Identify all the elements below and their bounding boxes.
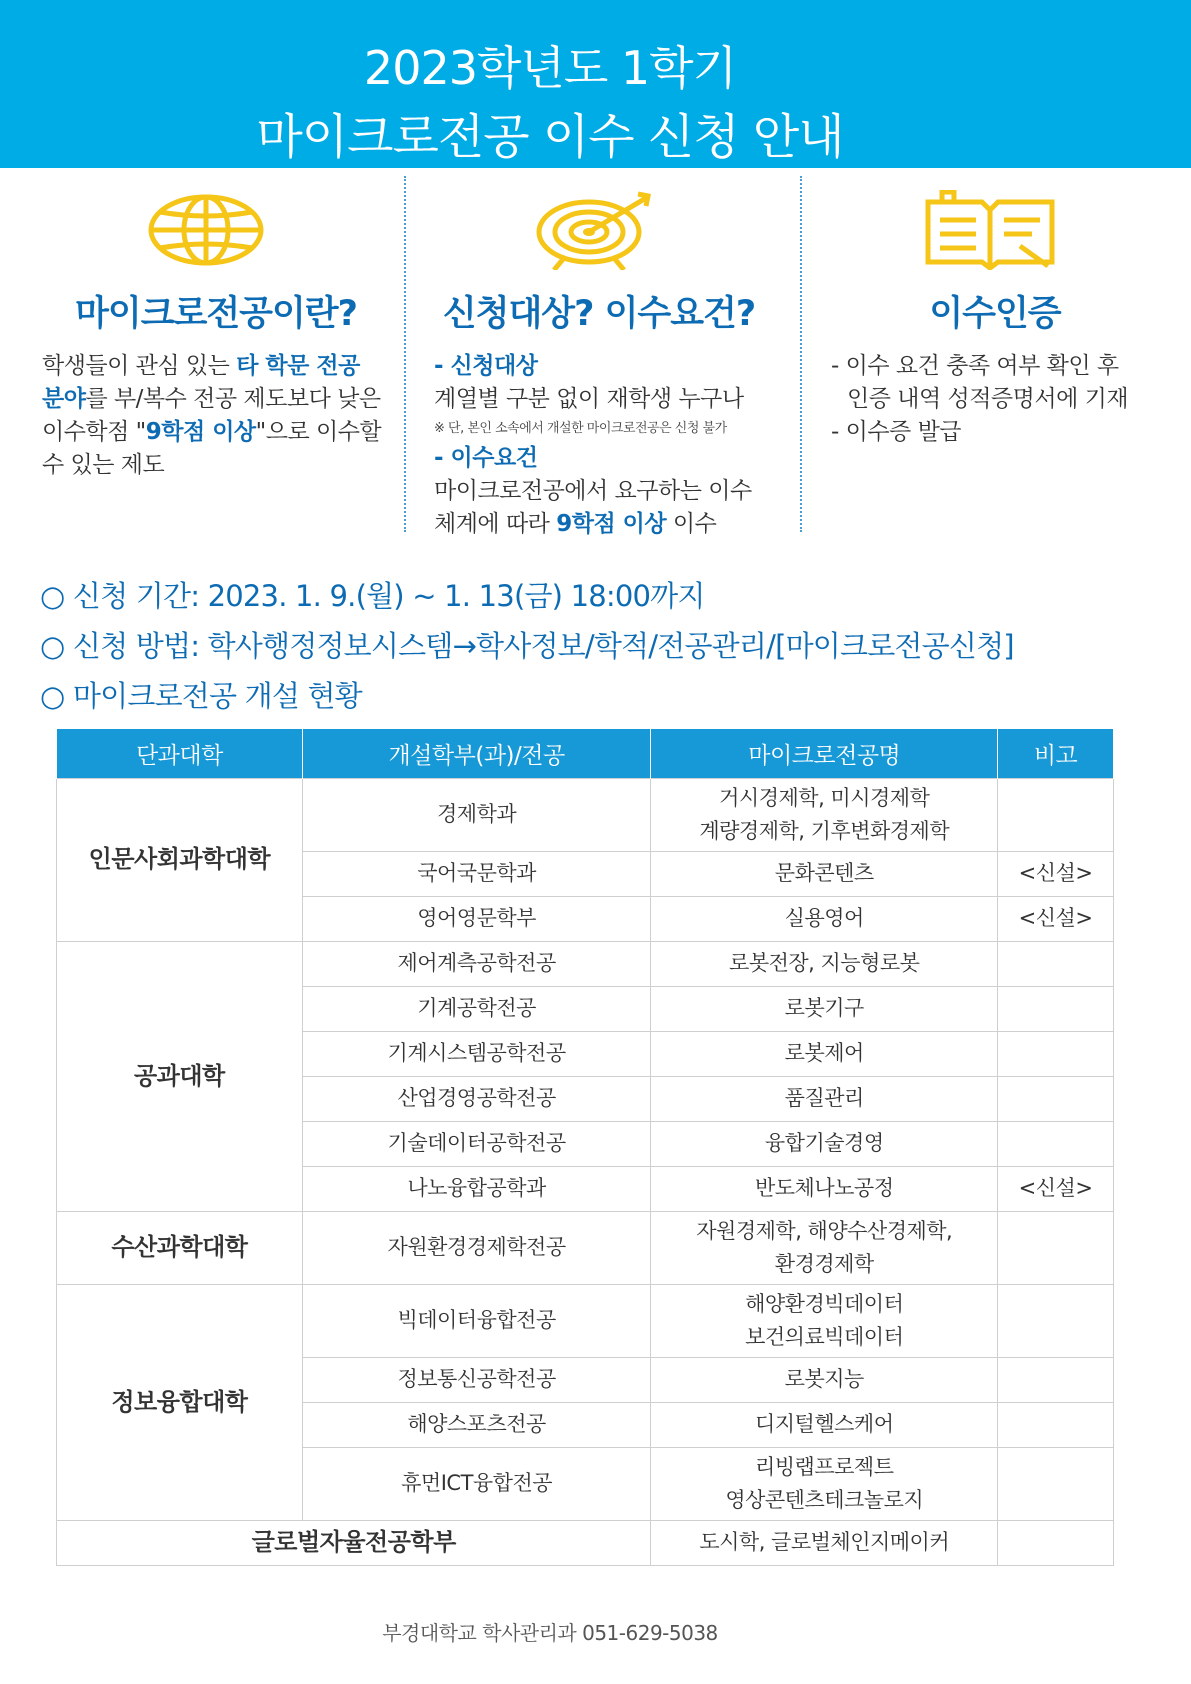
department-cell: 휴먼ICT융합전공 [302, 1447, 651, 1520]
highlight-text: 9학점 이상 [556, 511, 667, 537]
section-title: 마이크로전공이란? [75, 294, 357, 334]
micro-major-cell: 문화콘텐츠 [651, 851, 998, 896]
department-cell: 빅데이터융합전공 [302, 1284, 651, 1357]
highlight-text: 타 학문 전공 [236, 353, 360, 379]
micro-major-table [56, 729, 1114, 1566]
department-cell: 기계공학전공 [302, 986, 651, 1031]
note-cell [998, 1076, 1114, 1121]
note-cell [998, 1357, 1114, 1402]
micro-major-cell: 로봇전장, 지능형로봇 [651, 941, 998, 986]
header-banner [0, 0, 1191, 168]
body-text: 인증 내역 성적증명서에 기재 [847, 386, 1129, 412]
note-cell [998, 1447, 1114, 1520]
section-body [831, 350, 1191, 449]
micro-major-cell [651, 1211, 998, 1284]
body-text: 를 부/복수 전공 제도보다 낮은 [85, 386, 381, 412]
micro-major-cell: 로봇제어 [651, 1031, 998, 1076]
divider [800, 176, 802, 532]
body-text: 수 있는 제도 [42, 452, 165, 478]
micro-major-cell: 실용영어 [651, 896, 998, 941]
micro-major-cell: 디지털헬스케어 [651, 1402, 998, 1447]
highlight-text: 분야 [42, 386, 86, 412]
department-cell: 해양스포츠전공 [302, 1402, 651, 1447]
body-text: 학생들이 관심 있는 [42, 353, 237, 379]
micro-major-name: 환경경제학 [774, 1251, 874, 1276]
section-title: 이수인증 [929, 294, 1061, 334]
globe-icon [146, 190, 266, 270]
note-cell [998, 941, 1114, 986]
micro-major-cell: 도시학, 글로벌체인지메이커 [651, 1520, 998, 1565]
note-cell [998, 1402, 1114, 1447]
micro-major-name: 보건의료빅데이터 [745, 1324, 904, 1349]
college-cell: 정보융합대학 [57, 1284, 303, 1520]
body-text: - 이수 요건 충족 여부 확인 후 [831, 353, 1119, 379]
body-text: 체계에 따라 [434, 511, 557, 537]
section-title: 신청대상? 이수요건? [442, 294, 756, 334]
header-note: 비고 [998, 729, 1114, 778]
application-method: ○ 신청 방법: 학사행정정보시스템→학사정보/학적/전공관리/[마이크로전공신청] [40, 629, 1014, 663]
note-cell: <신설> [998, 1166, 1114, 1211]
note-cell [998, 1211, 1114, 1284]
body-text: "으로 이수할 [255, 419, 382, 445]
department-cell: 제어계측공학전공 [302, 941, 651, 986]
micro-major-cell [651, 778, 998, 851]
section-body [42, 350, 402, 482]
college-cell: 공과대학 [57, 941, 303, 1211]
section-body [434, 350, 794, 541]
department-cell: 자원환경경제학전공 [302, 1211, 651, 1284]
note-cell: <신설> [998, 896, 1114, 941]
body-text: - 이수증 발급 [831, 419, 962, 445]
note-cell [998, 986, 1114, 1031]
department-cell: 나노융합공학과 [302, 1166, 651, 1211]
micro-major-name: 거시경제학, 미시경제학 [719, 785, 930, 810]
body-text: 이수 [666, 511, 717, 537]
target-icon [534, 190, 664, 270]
department-cell: 국어국문학과 [302, 851, 651, 896]
micro-major-cell: 반도체나노공정 [651, 1166, 998, 1211]
college-cell: 수산과학대학 [57, 1211, 303, 1284]
divider [404, 176, 406, 532]
body-text: 계열별 구분 없이 재학생 누구나 [434, 386, 744, 412]
micro-major-cell: 품질관리 [651, 1076, 998, 1121]
title-line2: 마이크로전공 이수 신청 안내 [256, 109, 844, 165]
department-cell: 영어영문학부 [302, 896, 651, 941]
status-heading: ○ 마이크로전공 개설 현황 [40, 679, 362, 713]
department-cell: 기계시스템공학전공 [302, 1031, 651, 1076]
college-cell: 글로벌자율전공학부 [57, 1520, 651, 1565]
title-line1: 2023학년도 1학기 [363, 41, 737, 95]
table-row [57, 1520, 1114, 1565]
application-period: ○ 신청 기간: 2023. 1. 9.(월) ~ 1. 13(금) 18:00까지 [40, 579, 705, 613]
micro-major-cell: 로봇지능 [651, 1357, 998, 1402]
note-cell [998, 1520, 1114, 1565]
micro-major-name: 영상콘텐츠테크놀로지 [725, 1487, 924, 1512]
department-cell: 경제학과 [302, 778, 651, 851]
micro-major-name: 리빙랩프로젝트 [754, 1454, 894, 1479]
micro-major-name: 해양환경빅데이터 [745, 1291, 904, 1316]
header-micro-major: 마이크로전공명 [651, 729, 998, 778]
table-row [57, 941, 1114, 986]
department-cell: 기술데이터공학전공 [302, 1121, 651, 1166]
note-cell [998, 1284, 1114, 1357]
micro-major-cell [651, 1284, 998, 1357]
micro-major-name: 자원경제학, 해양수산경제학, [696, 1218, 953, 1243]
book-icon [920, 190, 1060, 270]
department-cell: 정보통신공학전공 [302, 1357, 651, 1402]
target-label: - 신청대상 [434, 353, 538, 379]
micro-major-cell: 융합기술경영 [651, 1121, 998, 1166]
body-text: 마이크로전공에서 요구하는 이수 [434, 478, 752, 504]
note-text: ※ 단, 본인 소속에서 개설한 마이크로전공은 신청 불가 [434, 421, 727, 436]
header-college: 단과대학 [57, 729, 303, 778]
note-cell: <신설> [998, 851, 1114, 896]
department-cell: 산업경영공학전공 [302, 1076, 651, 1121]
note-cell [998, 1121, 1114, 1166]
note-cell [998, 1031, 1114, 1076]
header-department: 개설학부(과)/전공 [302, 729, 651, 778]
table-row [57, 1284, 1114, 1357]
micro-major-name: 계량경제학, 기후변화경제학 [699, 818, 950, 843]
table-row [57, 1211, 1114, 1284]
college-cell: 인문사회과학대학 [57, 778, 303, 941]
body-text: 이수학점 " [42, 419, 146, 445]
highlight-text: 9학점 이상 [145, 419, 256, 445]
micro-major-cell: 로봇기구 [651, 986, 998, 1031]
requirement-label: - 이수요건 [434, 445, 538, 471]
table-row [57, 778, 1114, 851]
micro-major-cell [651, 1447, 998, 1520]
table-header-row [57, 729, 1114, 778]
footer-contact: 부경대학교 학사관리과 051-629-5038 [382, 1621, 718, 1645]
note-cell [998, 778, 1114, 851]
